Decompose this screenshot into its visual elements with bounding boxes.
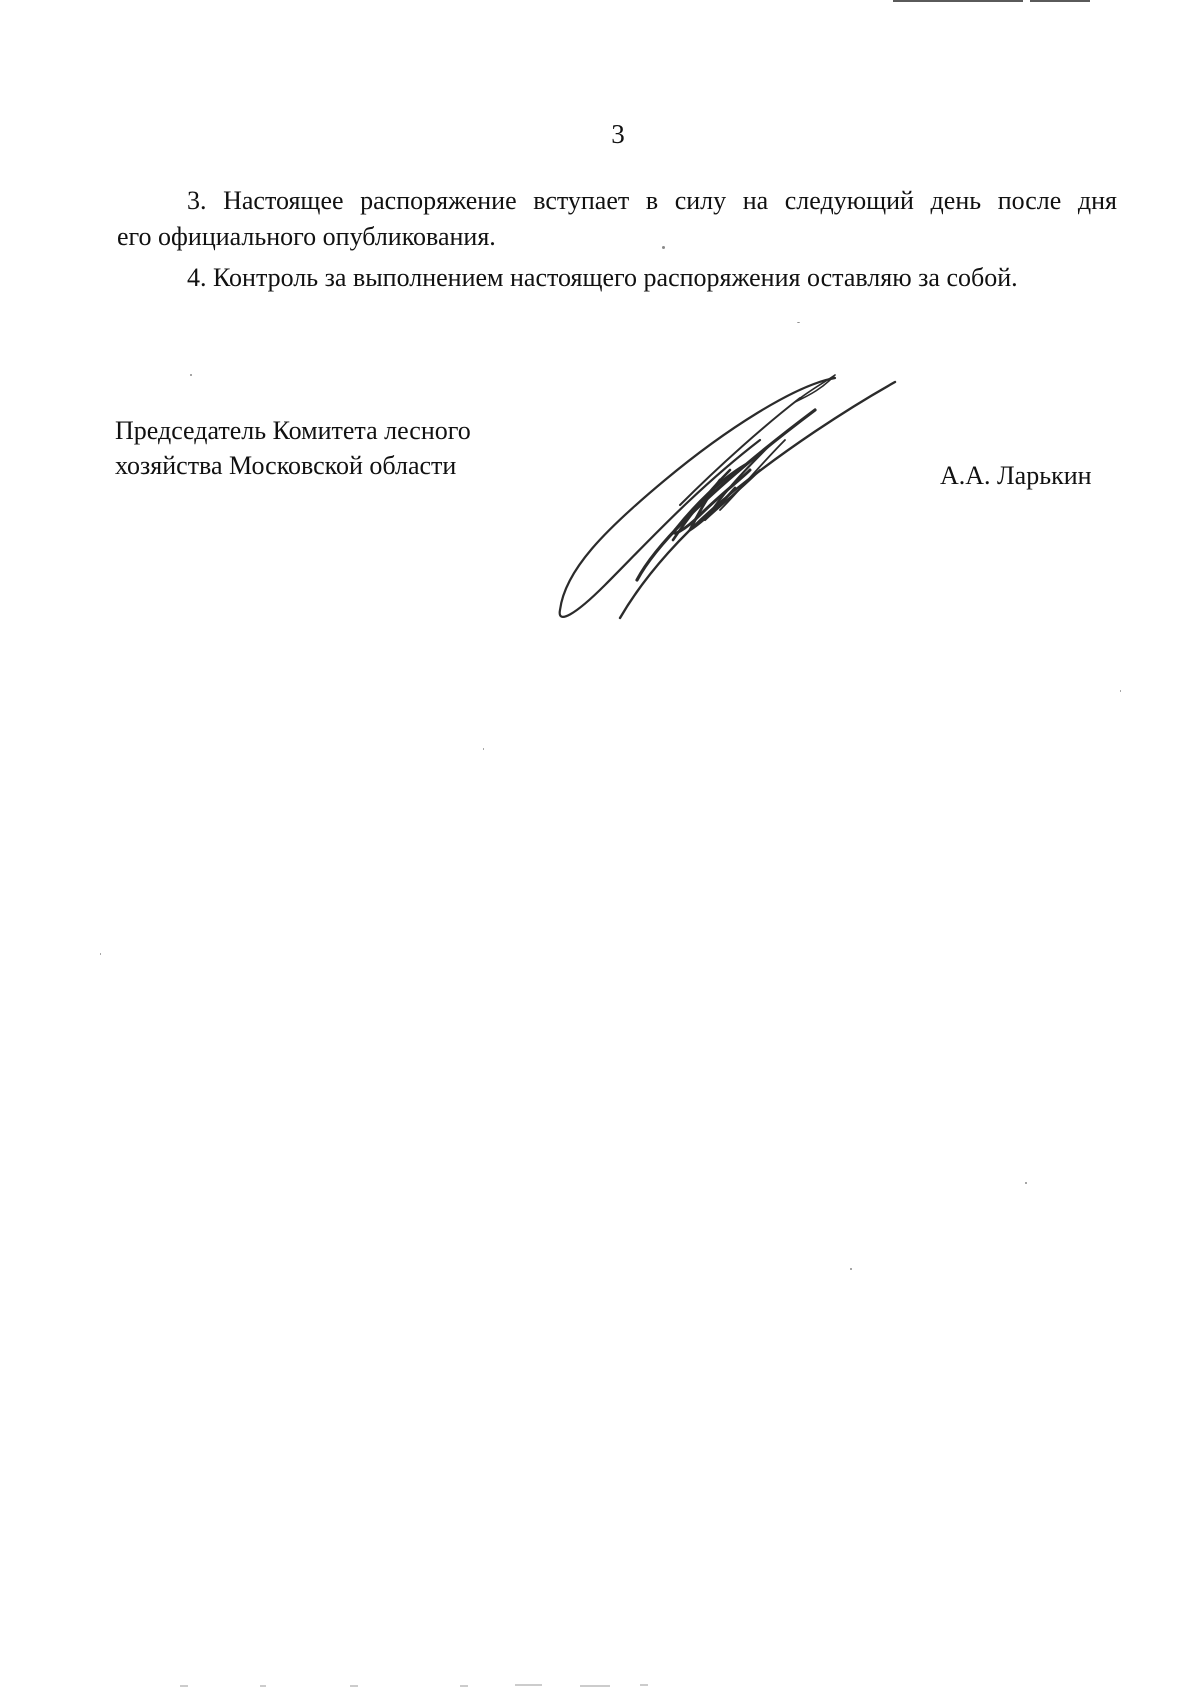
scan-speck <box>850 1268 852 1270</box>
signer-position <box>115 413 535 483</box>
paragraph-3-line-1: 3. Настоящее распоряжение вступает в силу на следующий день после дня <box>187 186 1117 215</box>
scan-speck <box>797 322 800 323</box>
paragraph-4: 4. Контроль за выполнением настоящего распоряжения оставляю за собой. <box>187 263 1018 292</box>
scan-speck <box>483 748 484 750</box>
scan-speck <box>1120 690 1121 692</box>
paragraph-3-line-2: его официального опубликования. <box>117 222 496 251</box>
page-number: 3 <box>611 119 625 149</box>
scan-speck <box>662 246 665 249</box>
signer-position-line-1: Председатель Комитета лесного <box>115 416 471 445</box>
handwritten-signature <box>545 370 905 630</box>
scan-speck <box>100 953 101 955</box>
top-edge-rule <box>893 0 1023 2</box>
bottom-scan-noise <box>170 1683 730 1689</box>
top-edge-rule <box>1030 0 1090 2</box>
signer-name: А.А. Ларькин <box>940 461 1092 490</box>
signer-position-line-2: хозяйства Московской области <box>115 451 457 480</box>
scan-speck <box>190 374 192 376</box>
scan-speck <box>1025 1182 1027 1184</box>
